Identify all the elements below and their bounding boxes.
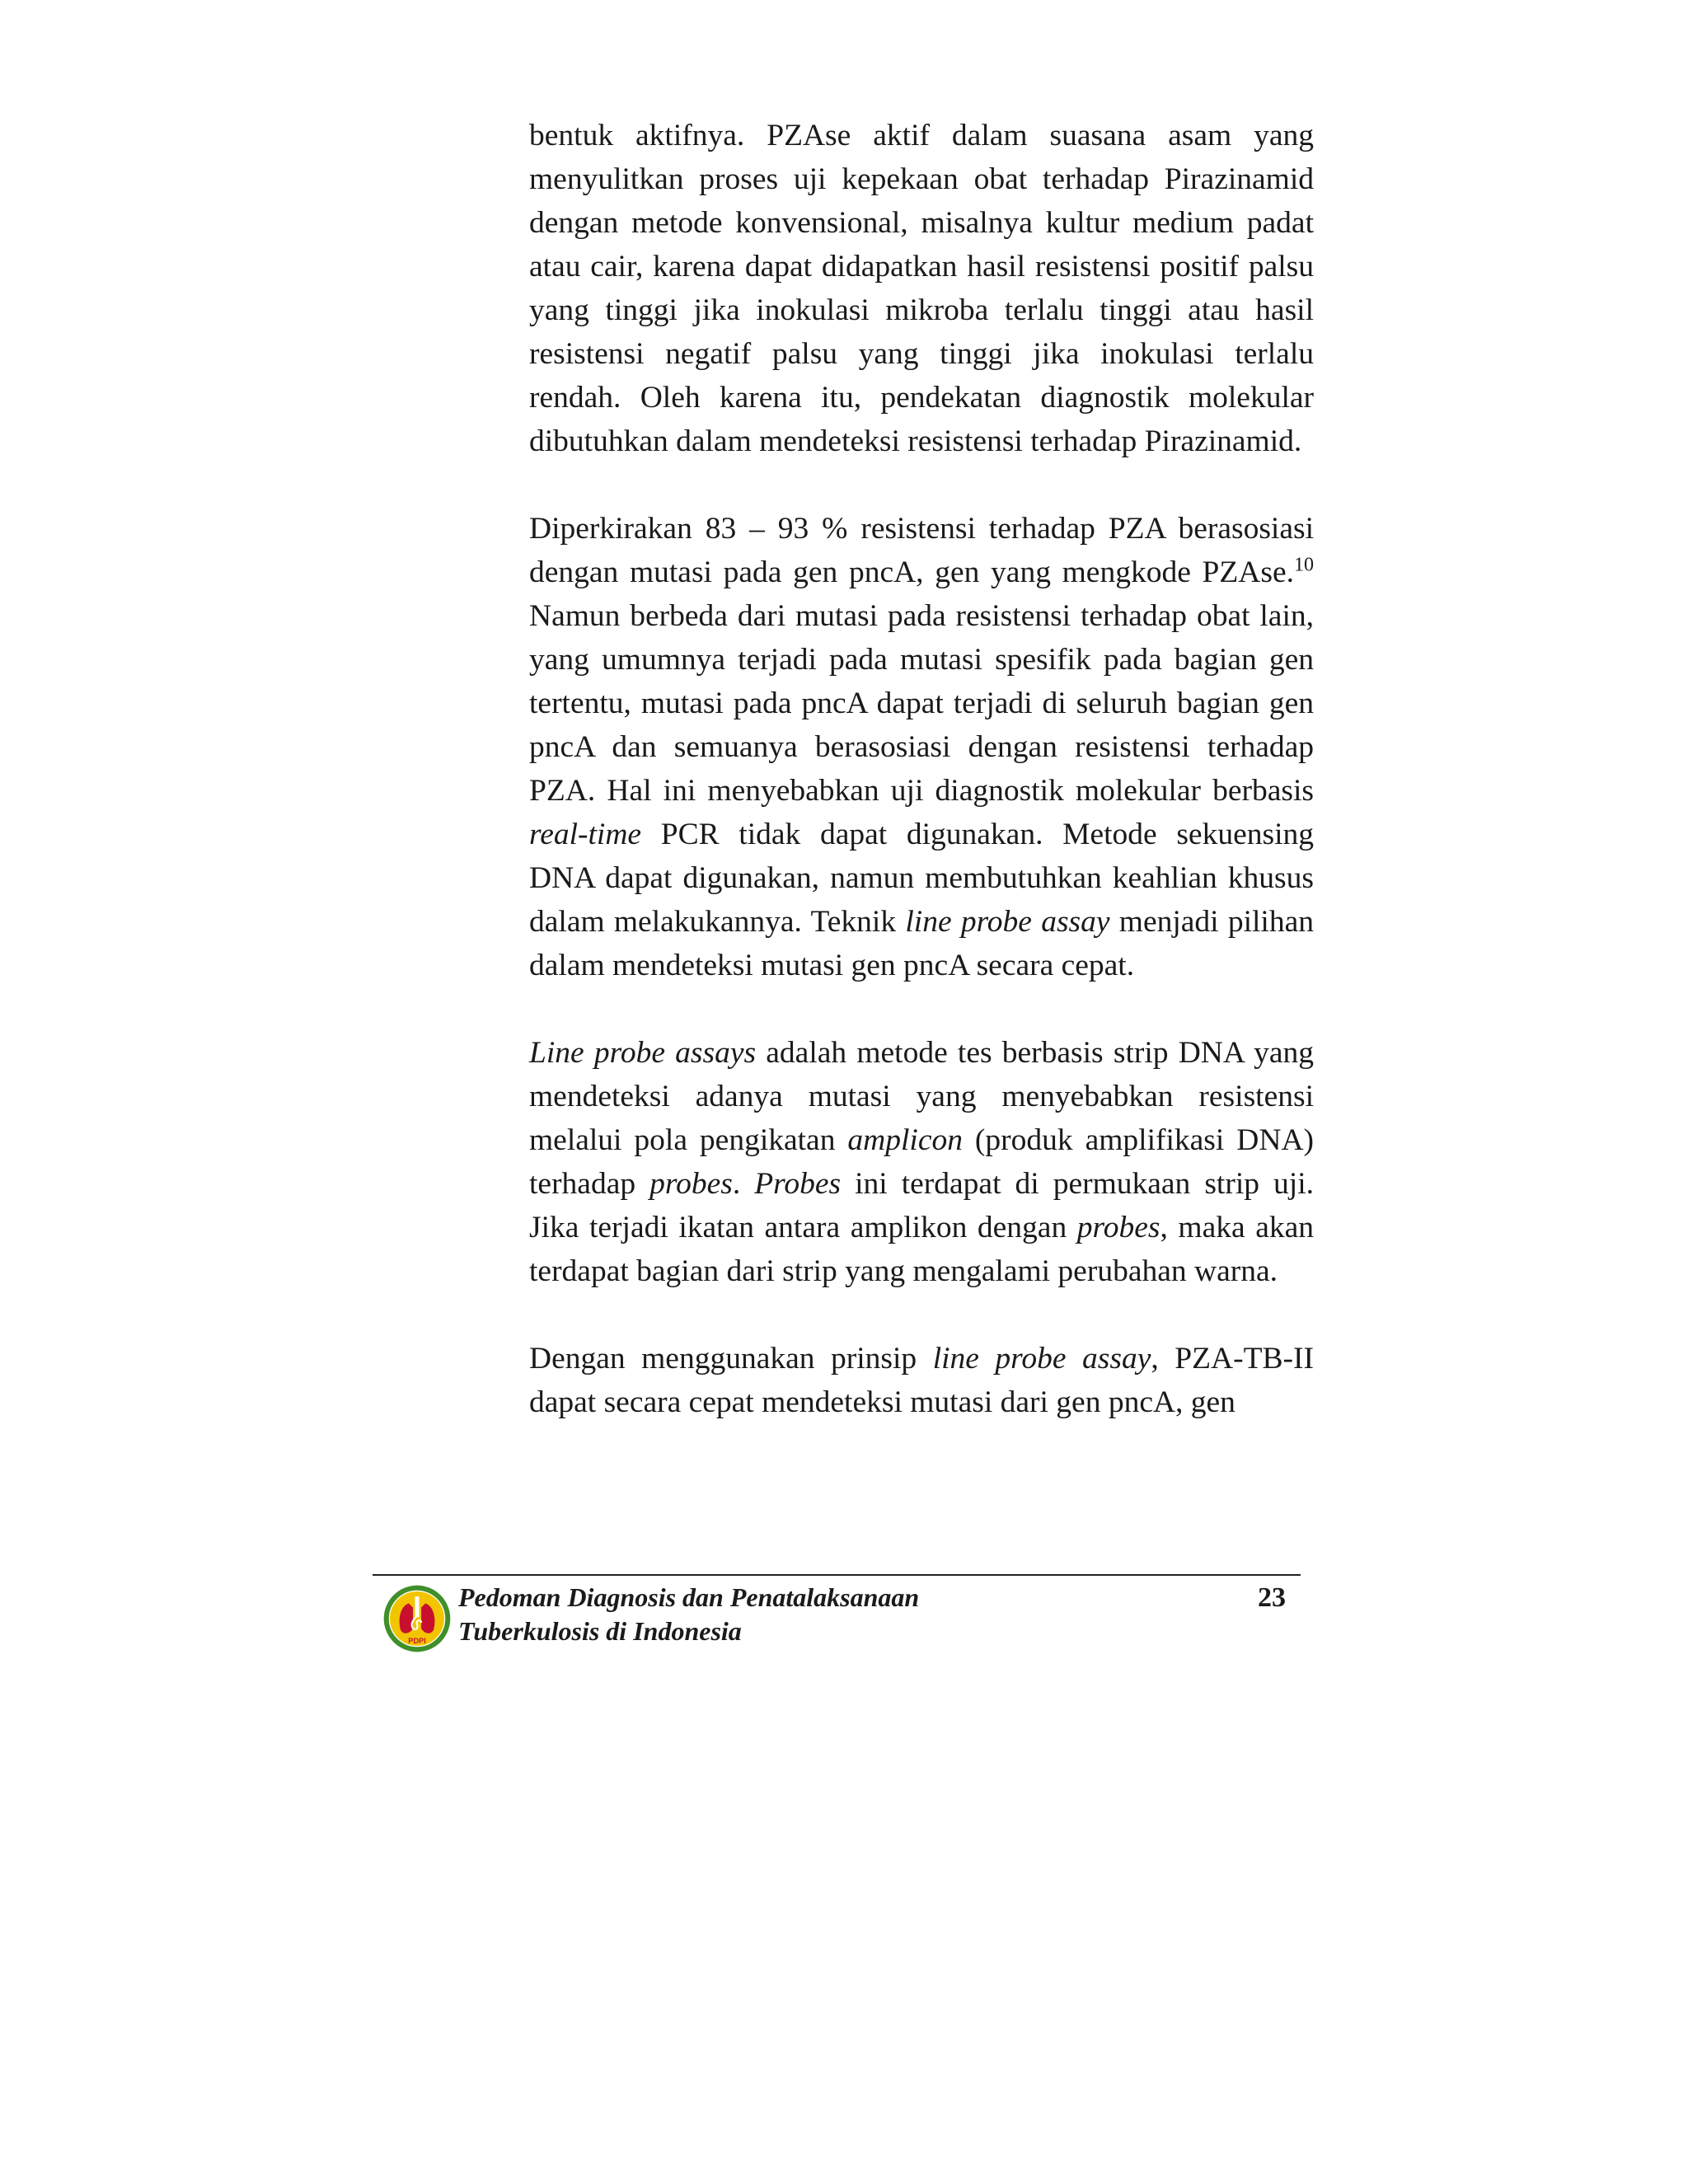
italic-term: amplicon	[847, 1123, 963, 1157]
text-run: Namun berbeda dari mutasi pada resistensi terhadap obat lain, yang umumnya terjadi pada mutasi spesifik pada bagian gen tertentu, mutasi pada pncA dapat terjadi di seluruh bagian gen pncA dan semuanya berasosiasi dengan resistensi terhadap PZA. Hal ini menyebabkan uji diagnostik molekular berbasis	[529, 599, 1314, 808]
text-run: bentuk aktifnya. PZAse aktif dalam suasana asam yang menyulitkan proses uji kepekaan obat terhadap Pirazinamid dengan metode konvensional, misalnya kultur medium padat atau cair, karena dapat didapatkan hasil resistensi positif palsu yang tinggi jika inokulasi mikroba terlalu tinggi atau hasil resistensi negatif palsu yang tinggi jika inokulasi terlalu rendah. Oleh karena itu, pendekatan diagnostik molekular dibutuhkan dalam mendeteksi resistensi terhadap Pirazinamid.	[529, 119, 1314, 458]
text-run: Diperkirakan 83 – 93 % resistensi terhadap PZA berasosiasi dengan mutasi pada gen pncA, gen yang mengkode PZAse.	[529, 512, 1314, 589]
italic-term: Probes	[754, 1167, 842, 1201]
text-run: (produk amplifikasi DNA) terhadap	[529, 1123, 1315, 1201]
paragraph	[529, 114, 1314, 463]
page-number: 23	[1258, 1582, 1286, 1613]
italic-term: probes	[1076, 1211, 1160, 1244]
italic-term: probes	[649, 1167, 733, 1201]
paragraph	[529, 507, 1314, 987]
text-run: Dengan menggunakan prinsip	[529, 1342, 933, 1376]
body-text	[529, 114, 1314, 1424]
text-run: menjadi pilihan dalam mendeteksi mutasi gen pncA secara cepat.	[529, 905, 1314, 982]
citation-superscript: 10	[1294, 554, 1314, 576]
footer-divider	[373, 1574, 1301, 1576]
text-run: adalah metode tes berbasis strip DNA yang mendeteksi adanya mutasi yang menyebabkan resistensi melalui pola pengikatan	[529, 1036, 1314, 1157]
pdpi-lungs-logo-icon	[382, 1584, 452, 1653]
paragraph	[529, 1337, 1314, 1424]
text-run: .	[732, 1167, 755, 1201]
text-run: PCR tidak dapat digunakan. Metode sekuensing DNA dapat digunakan, namun membutuhkan keahlian khusus dalam melakukannya. Teknik	[529, 818, 1314, 939]
italic-term: line probe assay	[932, 1342, 1151, 1376]
footer-book-title	[458, 1581, 919, 1648]
text-run: , maka akan terdapat bagian dari strip yang mengalami perubahan warna.	[529, 1211, 1314, 1288]
italic-term: real-time	[529, 818, 642, 851]
paragraph	[529, 1031, 1314, 1293]
text-run: , PZA-TB-II dapat secara cepat mendeteksi mutasi dari gen pncA, gen	[529, 1342, 1314, 1419]
text-run: ini terdapat di permukaan strip uji. Jika terjadi ikatan antara amplikon dengan	[529, 1167, 1314, 1244]
footer-title-line-1: Pedoman Diagnosis dan Penatalaksanaan	[458, 1582, 920, 1612]
logo-text: PDPI	[408, 1637, 426, 1646]
footer-title-line-2: Tuberkulosis di Indonesia	[458, 1616, 742, 1646]
italic-term: line probe assay	[905, 905, 1110, 939]
italic-term: Line probe assays	[529, 1036, 757, 1070]
